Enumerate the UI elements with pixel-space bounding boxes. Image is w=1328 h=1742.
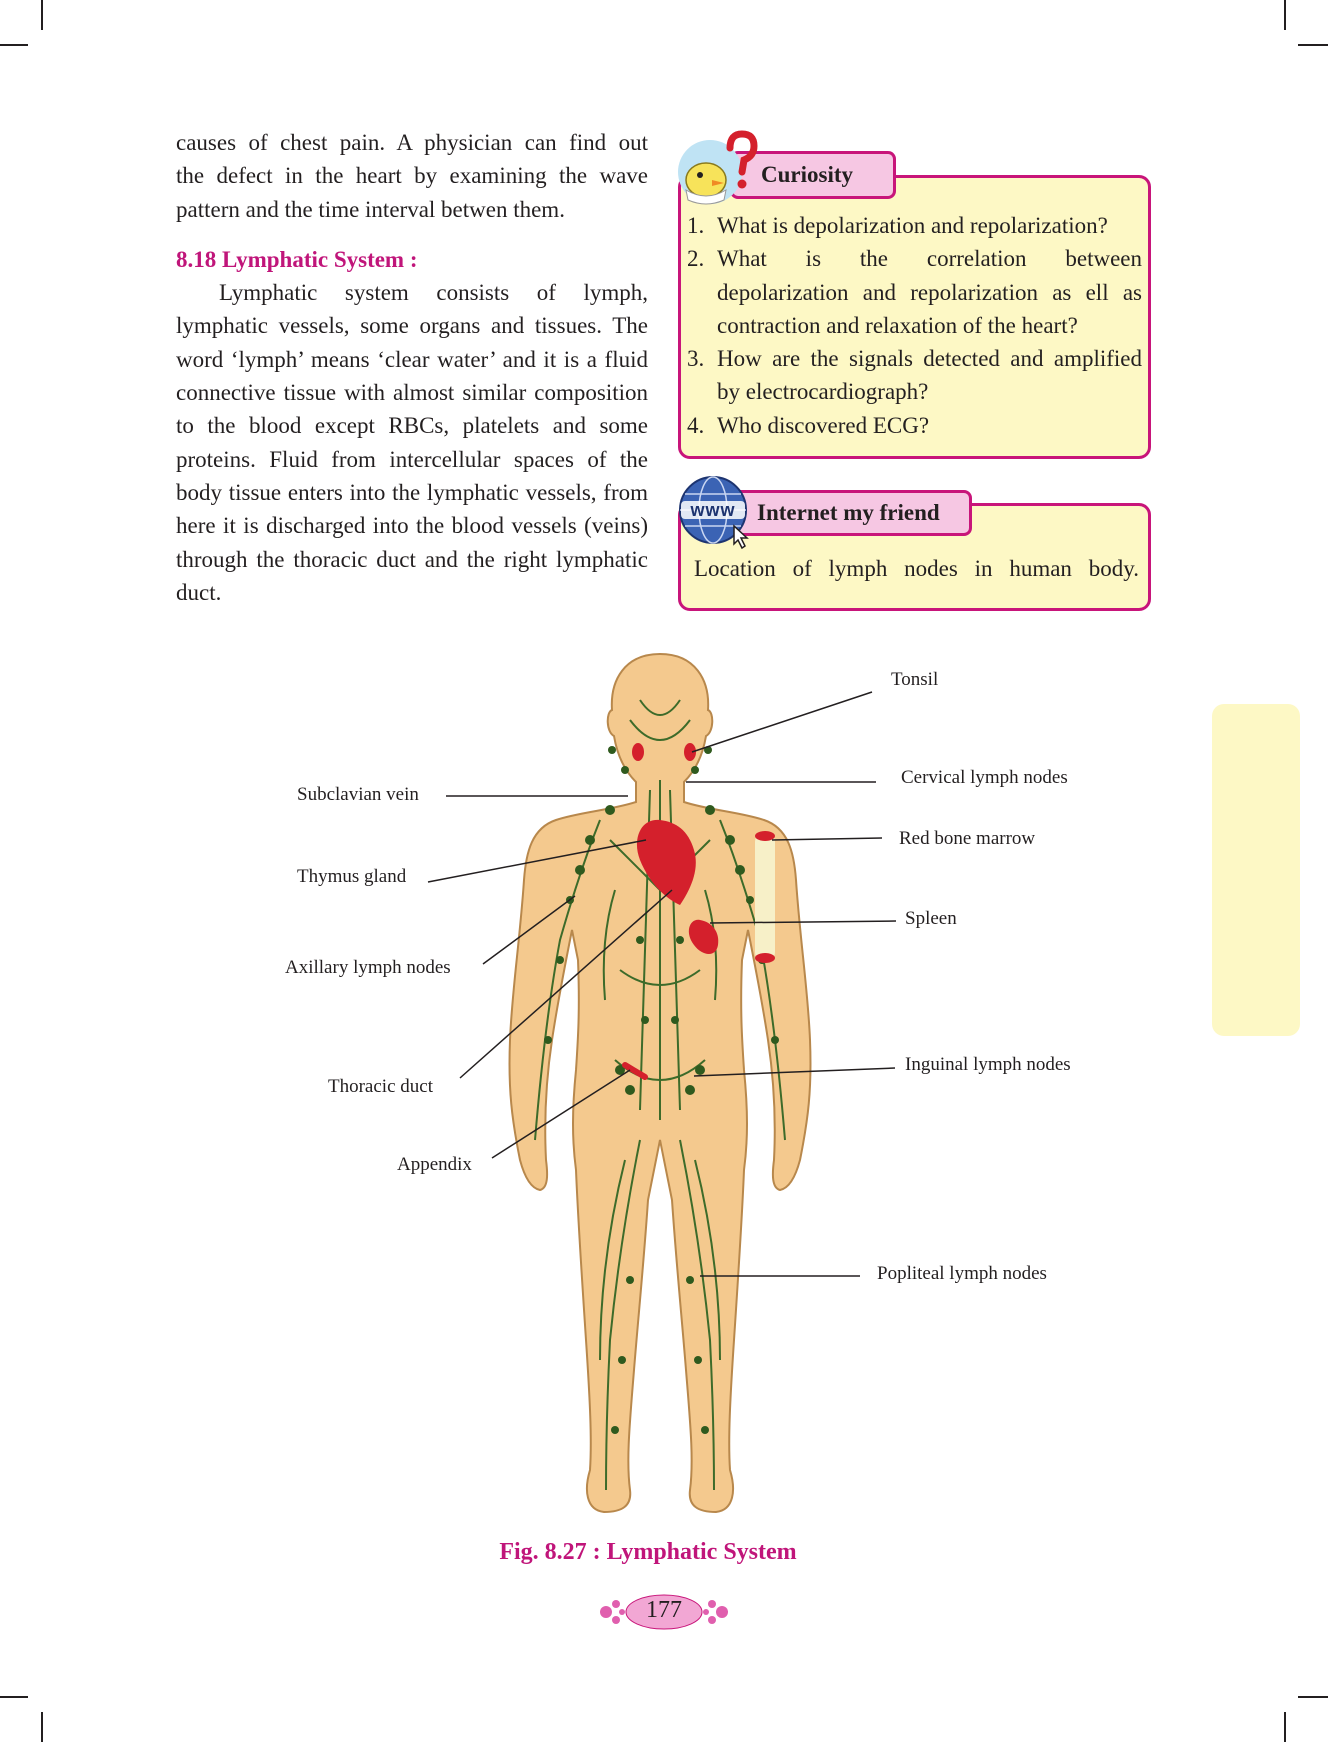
section-paragraph: Lymphatic system consists of lymph, lymphatic vessels, some organs and tissues. The word ‘lymph’ means ‘clear water’ and it is a fluid connective tissue with almost similar composition to the blood except RBCs, platelets and some proteins. Fluid from intercellular spaces of the body tissue enters into the lymphatic vessels, from here it is discharged into the blood vessels (veins) through the thoracic duct and the right lymphatic duct. [176,280,648,605]
intro-line: the defect in the heart by examining the wave [176,163,648,189]
curiosity-question: 3. How are the signals detected and amplified by electrocardiograph? [687,346,1142,405]
internet-body: Location of lymph nodes in human body. [694,556,1139,581]
figure-caption: Fig. 8.27 : Lymphatic System [499,1539,797,1565]
label-red-bone-marrow: Red bone marrow [899,828,1036,849]
label-thymus-gland: Thymus gland [297,866,407,887]
crop-mark [1284,0,1286,30]
label-subclavian-vein: Subclavian vein [297,784,419,805]
crop-mark [1298,1696,1328,1698]
crop-mark [1298,44,1328,46]
crop-mark [0,1696,28,1698]
curiosity-question: 1. What is depolarization and repolarization? [687,213,1108,238]
intro-line: pattern and the time interval betwen them. [176,196,565,222]
lymphatic-system-figure [0,640,1328,1540]
label-axillary-lymph-nodes: Axillary lymph nodes [285,957,451,978]
label-cervical-lymph-nodes: Cervical lymph nodes [901,767,1068,788]
label-appendix: Appendix [397,1154,472,1175]
curiosity-question: 4. Who discovered ECG? [687,412,930,438]
crop-mark [1284,1712,1286,1742]
crop-mark [41,1712,43,1742]
internet-title: Internet my friend [757,500,940,525]
crop-mark [41,0,43,30]
curiosity-question: 2. What is the correlation between depolarization and repolarization as ell as contraction and relaxation of the heart? [687,246,1142,338]
curiosity-title: Curiosity [761,162,853,187]
left-column [176,126,648,609]
curiosity-box [678,175,1151,459]
page-number: 177 [646,1597,682,1623]
intro-line: causes of chest pain. A physician can find out [176,130,648,155]
label-inguinal-lymph-nodes: Inguinal lymph nodes [905,1054,1071,1075]
internet-tab [724,490,972,536]
section-heading: 8.18 Lymphatic System : [176,246,418,272]
www-text: www [690,500,736,520]
label-popliteal-lymph-nodes: Popliteal lymph nodes [877,1263,1047,1284]
curiosity-questions [687,209,1142,442]
label-tonsil: Tonsil [891,669,939,690]
crop-mark [0,44,28,46]
curiosity-chick-icon [672,130,758,208]
label-spleen: Spleen [905,908,957,929]
label-thoracic-duct: Thoracic duct [328,1076,433,1097]
